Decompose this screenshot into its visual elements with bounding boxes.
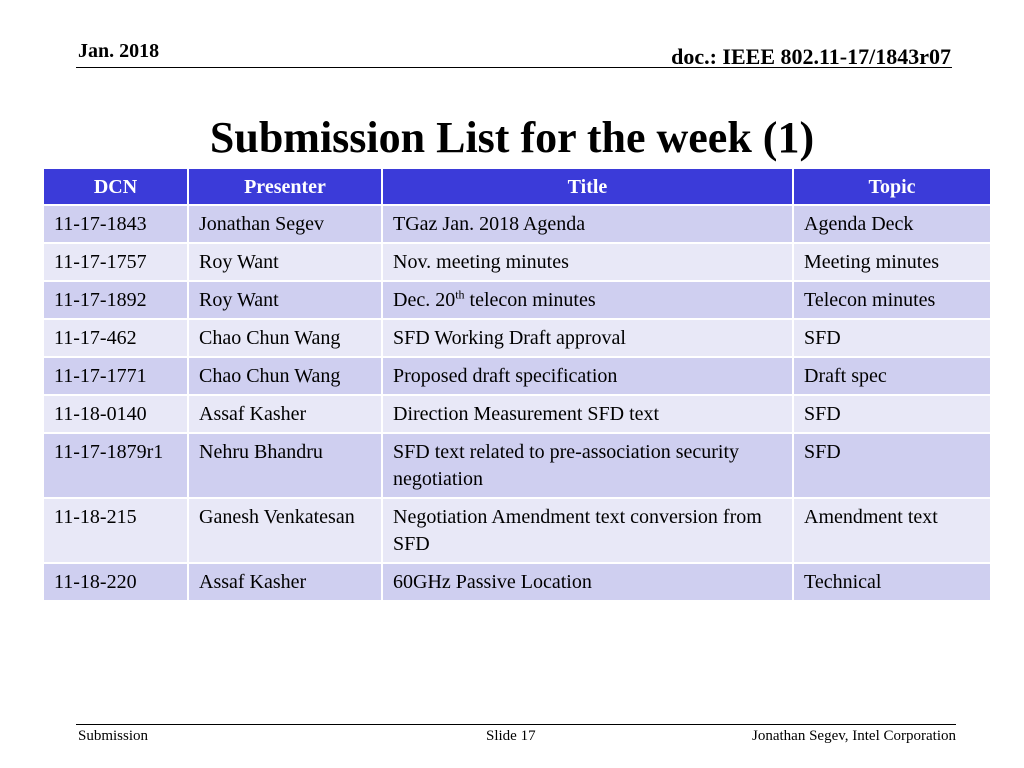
cell-title: Nov. meeting minutes: [382, 243, 793, 281]
cell-title: SFD text related to pre-association security negotiation: [382, 433, 793, 498]
column-header-topic: Topic: [793, 168, 991, 205]
cell-title: 60GHz Passive Location: [382, 563, 793, 601]
footer-slide-number: Slide 17: [486, 728, 536, 744]
cell-presenter: Chao Chun Wang: [188, 319, 382, 357]
table-row: [43, 281, 991, 319]
cell-title: TGaz Jan. 2018 Agenda: [382, 205, 793, 243]
cell-topic: SFD: [793, 433, 991, 498]
footer-submission-label: Submission: [78, 728, 149, 744]
header-date: Jan. 2018: [78, 40, 160, 62]
cell-title-main: Dec. 20: [393, 289, 456, 311]
cell-title: [382, 281, 793, 319]
footer-author: Jonathan Segev, Intel Corporation: [752, 728, 956, 744]
column-header-presenter: Presenter: [188, 168, 382, 205]
table-header-row: [43, 168, 991, 205]
cell-title-rest: telecon minutes: [464, 289, 596, 311]
table-row: [43, 243, 991, 281]
cell-topic: Amendment text: [793, 498, 991, 563]
cell-dcn: 11-17-1879r1: [43, 433, 188, 498]
cell-dcn: 11-17-1843: [43, 205, 188, 243]
header-divider: [76, 67, 952, 68]
cell-title: Direction Measurement SFD text: [382, 395, 793, 433]
cell-presenter: Chao Chun Wang: [188, 357, 382, 395]
cell-topic: Telecon minutes: [793, 281, 991, 319]
cell-dcn: 11-18-0140: [43, 395, 188, 433]
cell-presenter: Roy Want: [188, 281, 382, 319]
cell-dcn: 11-18-220: [43, 563, 188, 601]
cell-dcn: 11-17-1892: [43, 281, 188, 319]
table-row: [43, 357, 991, 395]
cell-topic: SFD: [793, 319, 991, 357]
cell-presenter: Nehru Bhandru: [188, 433, 382, 498]
cell-topic: Agenda Deck: [793, 205, 991, 243]
table-row: [43, 319, 991, 357]
table-row: [43, 433, 991, 498]
cell-title: Negotiation Amendment text conversion from SFD: [382, 498, 793, 563]
cell-topic: SFD: [793, 395, 991, 433]
cell-topic: Meeting minutes: [793, 243, 991, 281]
cell-dcn: 11-17-1771: [43, 357, 188, 395]
cell-presenter: Assaf Kasher: [188, 563, 382, 601]
slide-title: Submission List for the week (1): [209, 113, 815, 162]
column-header-dcn: DCN: [43, 168, 188, 205]
cell-dcn: 11-17-462: [43, 319, 188, 357]
column-header-title: Title: [382, 168, 793, 205]
cell-presenter: Jonathan Segev: [188, 205, 382, 243]
table-row: [43, 498, 991, 563]
submission-table: [42, 167, 992, 602]
cell-title: SFD Working Draft approval: [382, 319, 793, 357]
table-row: [43, 563, 991, 601]
header-doc-id: doc.: IEEE 802.11-17/1843r07: [671, 44, 951, 69]
cell-topic: Draft spec: [793, 357, 991, 395]
cell-topic: Technical: [793, 563, 991, 601]
cell-dcn: 11-17-1757: [43, 243, 188, 281]
cell-presenter: Ganesh Venkatesan: [188, 498, 382, 563]
footer-divider: [76, 724, 956, 725]
cell-presenter: Assaf Kasher: [188, 395, 382, 433]
cell-title: Proposed draft specification: [382, 357, 793, 395]
table-row: [43, 205, 991, 243]
cell-dcn: 11-18-215: [43, 498, 188, 563]
cell-title-superscript: th: [455, 287, 465, 302]
cell-presenter: Roy Want: [188, 243, 382, 281]
table-row: [43, 395, 991, 433]
